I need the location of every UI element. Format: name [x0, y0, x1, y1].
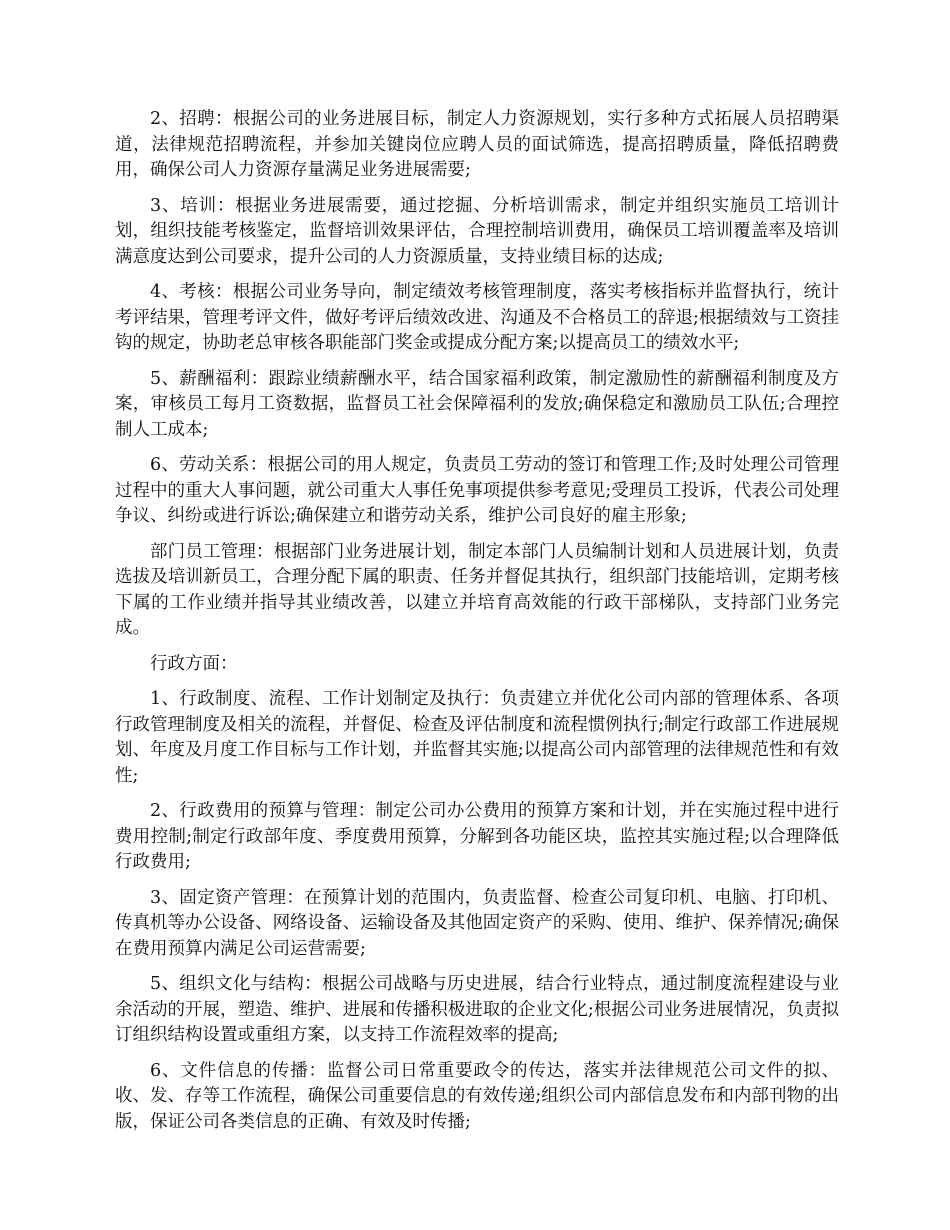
paragraph-assessment: 4、考核：根据公司业务导向，制定绩效考核管理制度，落实考核指标并监督执行，统计考评结果，管理考评文件，做好考评后绩效改进、沟通及不合格员工的辞退;根据绩效与工资挂钩的规定，协助老总审核各职能部门奖金或提成分配方案;以提高员工的绩效水平; — [115, 282, 839, 353]
paragraph-labor-relations: 6、劳动关系：根据公司的用人规定，负责员工劳动的签订和管理工作;及时处理公司管理过程中的重大人事问题，就公司重大人事任免事项提供参考意见;受理员工投诉，代表公司处理争议、纠纷或进行诉讼;确保建立和谐劳动关系，维护公司良好的雇主形象; — [115, 455, 839, 526]
paragraph-training: 3、培训：根据业务进展需要，通过挖掘、分析培训需求，制定并组织实施员工培训计划，组织技能考核鉴定，监督培训效果评估，合理控制培训费用，确保员工培训覆盖率及培训满意度达到公司要求，提升公司的人力资源质量，支持业绩目标的达成; — [115, 195, 839, 267]
paragraph-recruitment: 2、招聘：根据公司的业务进展目标，制定人力资源规划，实行多种方式拓展人员招聘渠道，法律规范招聘流程，并参加关键岗位应聘人员的面试筛选，提高招聘质量，降低招聘费用，确保公司人力资源存量满足业务进展需要; — [115, 109, 839, 180]
paragraph-document-info: 6、文件信息的传播：监督公司日常重要政令的传达，落实并法律规范公司文件的拟、收、发、存等工作流程，确保公司重要信息的有效传递;组织公司内部信息发布和内部刊物的出版，保证公司各类信息的正确、有效及时传播; — [115, 1060, 839, 1132]
paragraph-fixed-assets: 3、固定资产管理：在预算计划的范围内，负责监督、检查公司复印机、电脑、打印机、传真机等办公设备、网络设备、运输设备及其他固定资产的采购、使用、维护、保养情况;确保在费用预算内满足公司运营需要; — [115, 887, 839, 959]
document-body — [115, 107, 839, 1145]
paragraph-compensation: 5、薪酬福利：跟踪业绩薪酬水平，结合国家福利政策，制定激励性的薪酬福利制度及方案，审核员工每月工资数据，监督员工社会保障福利的发放;确保稳定和激励员工队伍;合理控制人工成本; — [115, 368, 839, 440]
paragraph-department-staff: 部门员工管理：根据部门业务进展计划，制定本部门人员编制计划和人员进展计划，负责选拔及培训新员工，合理分配下属的职责、任务并督促其执行，组织部门技能培训，定期考核下属的工作业绩并指导其业绩改善，以建立并培育高效能的行政干部梯队，支持部门业务完成。 — [115, 541, 839, 638]
paragraph-admin-budget: 2、行政费用的预算与管理：制定公司办公费用的预算方案和计划，并在实施过程中进行费用控制;制定行政部年度、季度费用预算，分解到各功能区块，监控其实施过程;以合理降低行政费用; — [115, 801, 839, 872]
section-heading-administration: 行政方面： — [150, 653, 238, 674]
paragraph-admin-policy: 1、行政制度、流程、工作计划制定及执行：负责建立并优化公司内部的管理体系、各项行政管理制度及相关的流程，并督促、检查及评估制度和流程惯例执行;制定行政部工作进展规划、年度及月度工作目标与工作计划，并监督其实施;以提高公司内部管理的法律规范性和有效性; — [115, 689, 839, 786]
paragraph-org-culture: 5、组织文化与结构：根据公司战略与历史进展，结合行业特点，通过制度流程建设与业余活动的开展，塑造、维护、进展和传播积极进取的企业文化;根据公司业务进展情况，负责拟订组织结构设置或重组方案，以支持工作流程效率的提高; — [115, 974, 839, 1045]
